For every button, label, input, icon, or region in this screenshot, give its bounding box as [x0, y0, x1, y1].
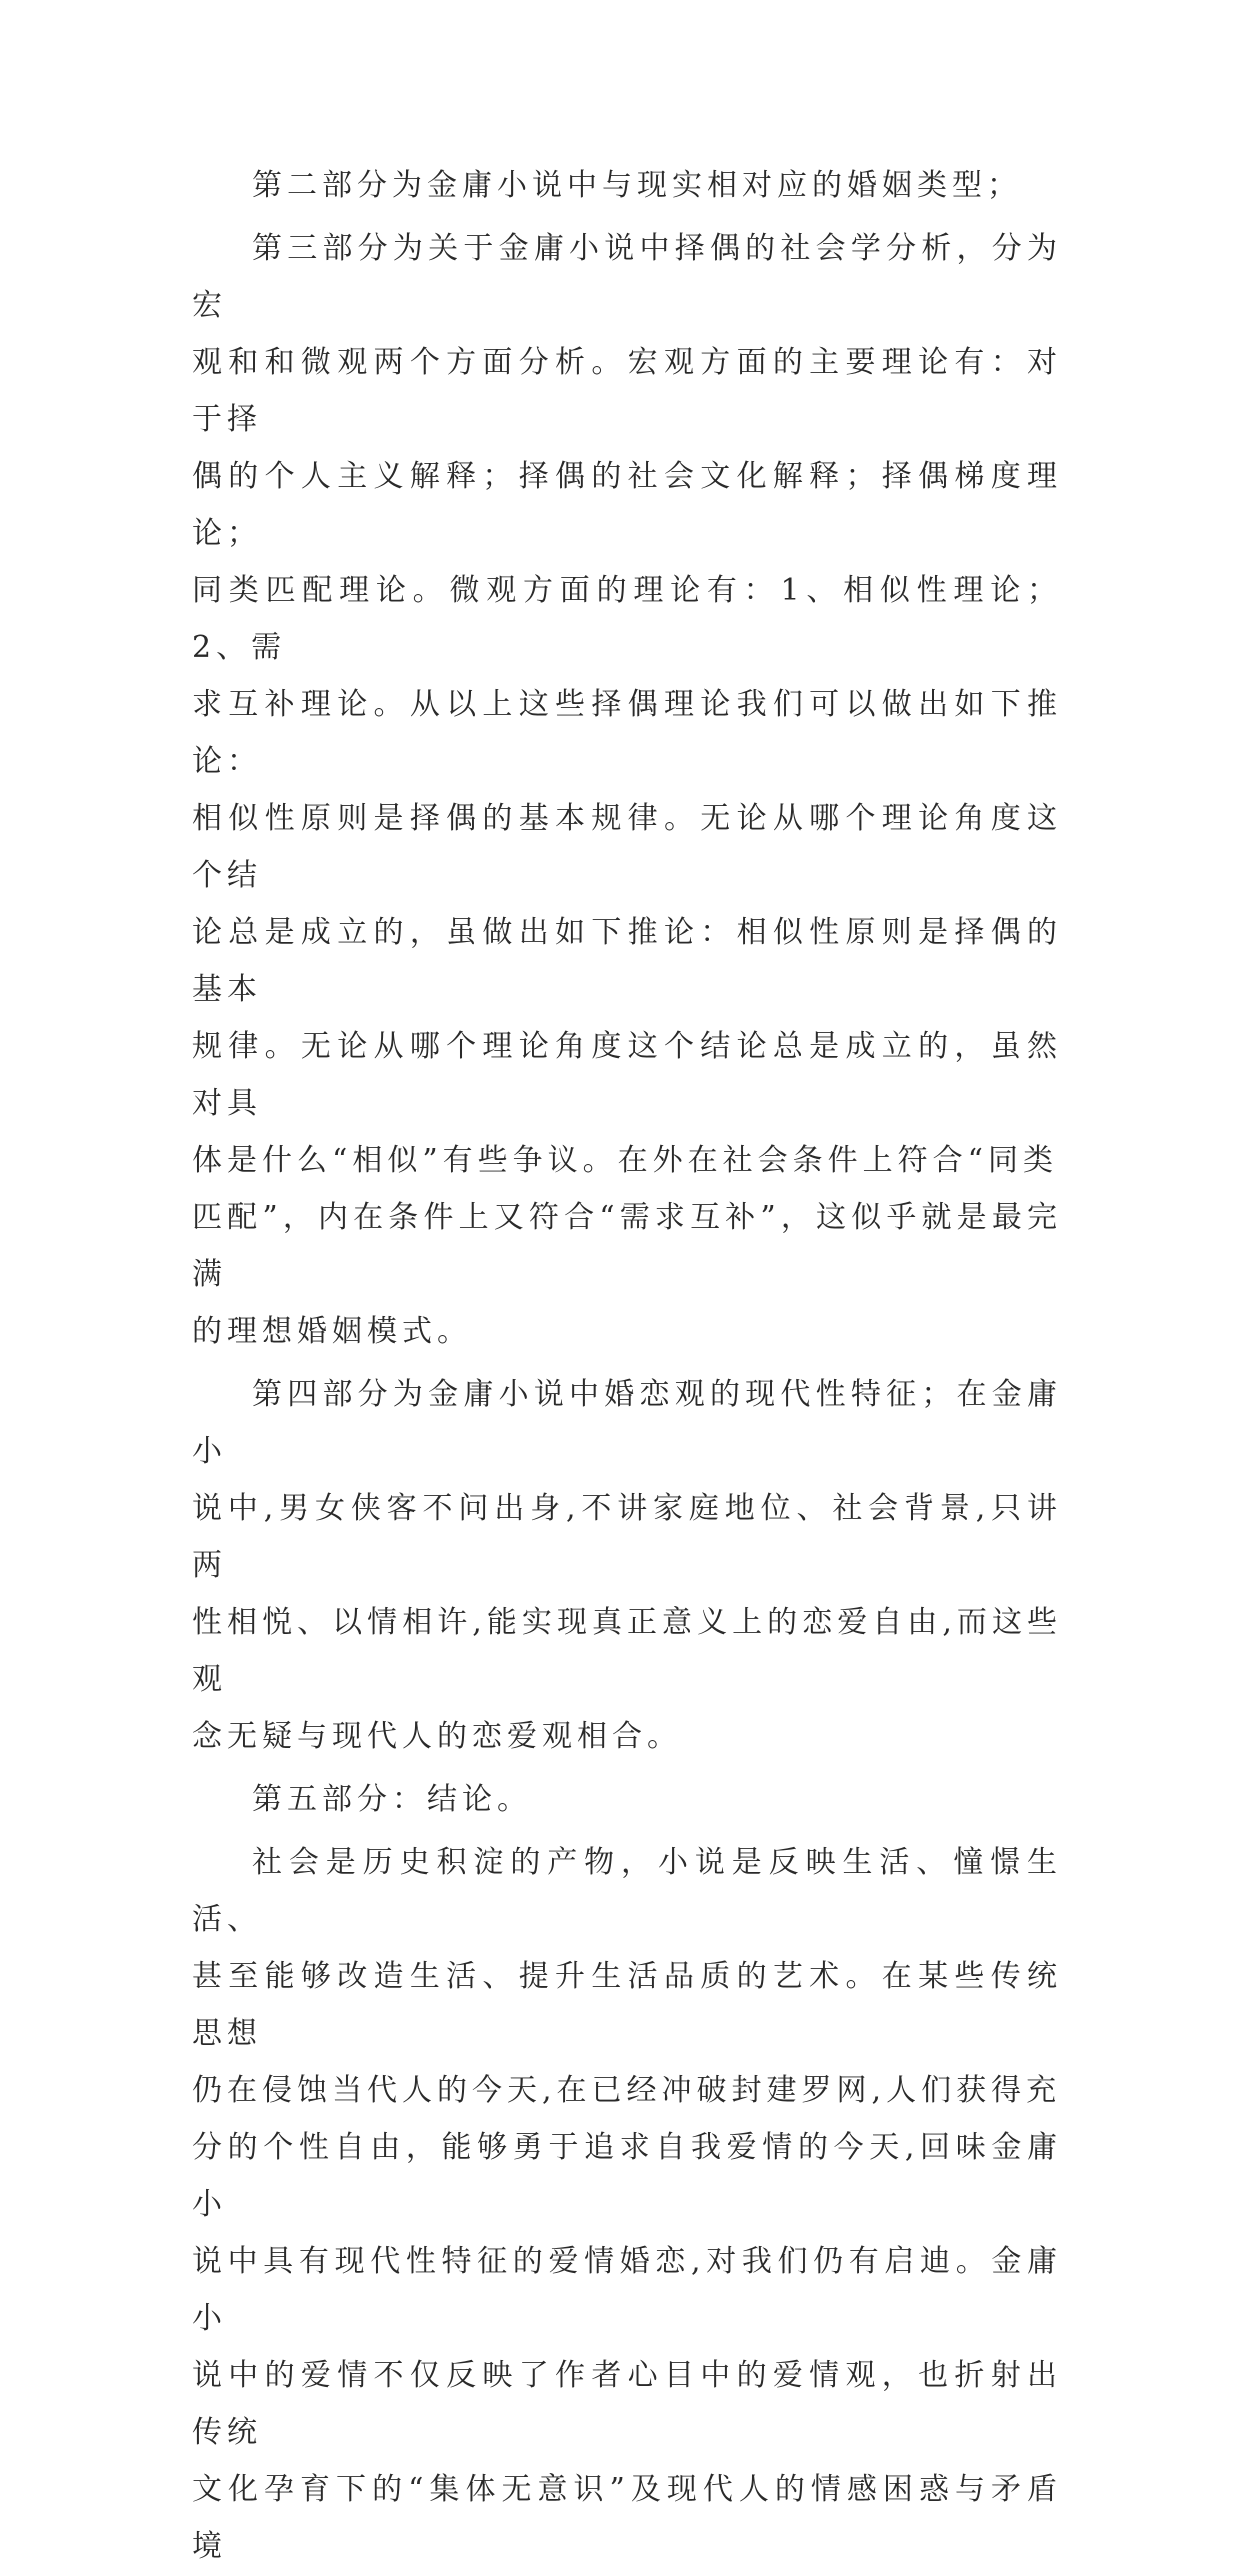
- text-line: 论总是成立的，虽做出如下推论：相似性原则是择偶的基本: [192, 915, 1062, 1007]
- body-text: [192, 157, 1062, 2575]
- text-line: 偶的个人主义解释；择偶的社会文化解释；择偶梯度理论；: [192, 459, 1062, 551]
- text-line: 性相悦、以情相许,能实现真正意义上的恋爱自由,而这些观: [192, 1605, 1062, 1697]
- text-line: 文化孕育下的“集体无意识”及现代人的情感困惑与矛盾境: [192, 2472, 1062, 2564]
- text-line: 仍在侵蚀当代人的今天,在已经冲破封建罗网,人们获得充: [192, 2073, 1062, 2108]
- text-line: 第二部分为金庸小说中与现实相对应的婚姻类型；: [252, 168, 1022, 203]
- text-line: 体是什么“相似”有些争议。在外在社会条件上符合“同类: [192, 1143, 1059, 1178]
- text-line: 说中,男女侠客不问出身,不讲家庭地位、社会背景,只讲两: [192, 1491, 1062, 1583]
- text-line: 分的个性自由，能够勇于追求自我爱情的今天,回味金庸小: [192, 2130, 1062, 2222]
- text-line: 说中的爱情不仅反映了作者心目中的爱情观，也折射出传统: [192, 2358, 1062, 2450]
- text-line: 规律。无论从哪个理论角度这个结论总是成立的，虽然对具: [192, 1029, 1062, 1121]
- paragraph-part-five: [192, 1771, 1062, 1828]
- paragraph-part-four: [192, 1366, 1062, 1765]
- paragraph-conclusion: [192, 1834, 1062, 2575]
- text-line: 说中具有现代性特征的爱情婚恋,对我们仍有启迪。金庸小: [192, 2244, 1062, 2336]
- paragraph-part-two: [192, 157, 1062, 214]
- text-line: 相似性原则是择偶的基本规律。无论从哪个理论角度这个结: [192, 801, 1062, 893]
- text-line: 念无疑与现代人的恋爱观相合。: [192, 1719, 682, 1754]
- text-line: 同类匹配理论。微观方面的理论有：1、相似性理论；2、需: [192, 573, 1062, 665]
- paragraph-part-three: [192, 220, 1062, 1360]
- text-line: 社会是历史积淀的产物，小说是反映生活、憧憬生活、: [192, 1845, 1062, 1937]
- text-line: 第五部分：结论。: [252, 1782, 532, 1817]
- text-line: 求互补理论。从以上这些择偶理论我们可以做出如下推论：: [192, 687, 1062, 779]
- text-line: 第三部分为关于金庸小说中择偶的社会学分析，分为宏: [192, 231, 1062, 323]
- text-line: 的理想婚姻模式。: [192, 1314, 472, 1349]
- text-line: 甚至能够改造生活、提升生活品质的艺术。在某些传统思想: [192, 1959, 1062, 2051]
- text-line: 匹配”，内在条件上又符合“需求互补”，这似乎就是最完满: [192, 1200, 1062, 1292]
- text-line: 第四部分为金庸小说中婚恋观的现代性特征；在金庸小: [192, 1377, 1062, 1469]
- text-line: 观和和微观两个方面分析。宏观方面的主要理论有：对于择: [192, 345, 1062, 437]
